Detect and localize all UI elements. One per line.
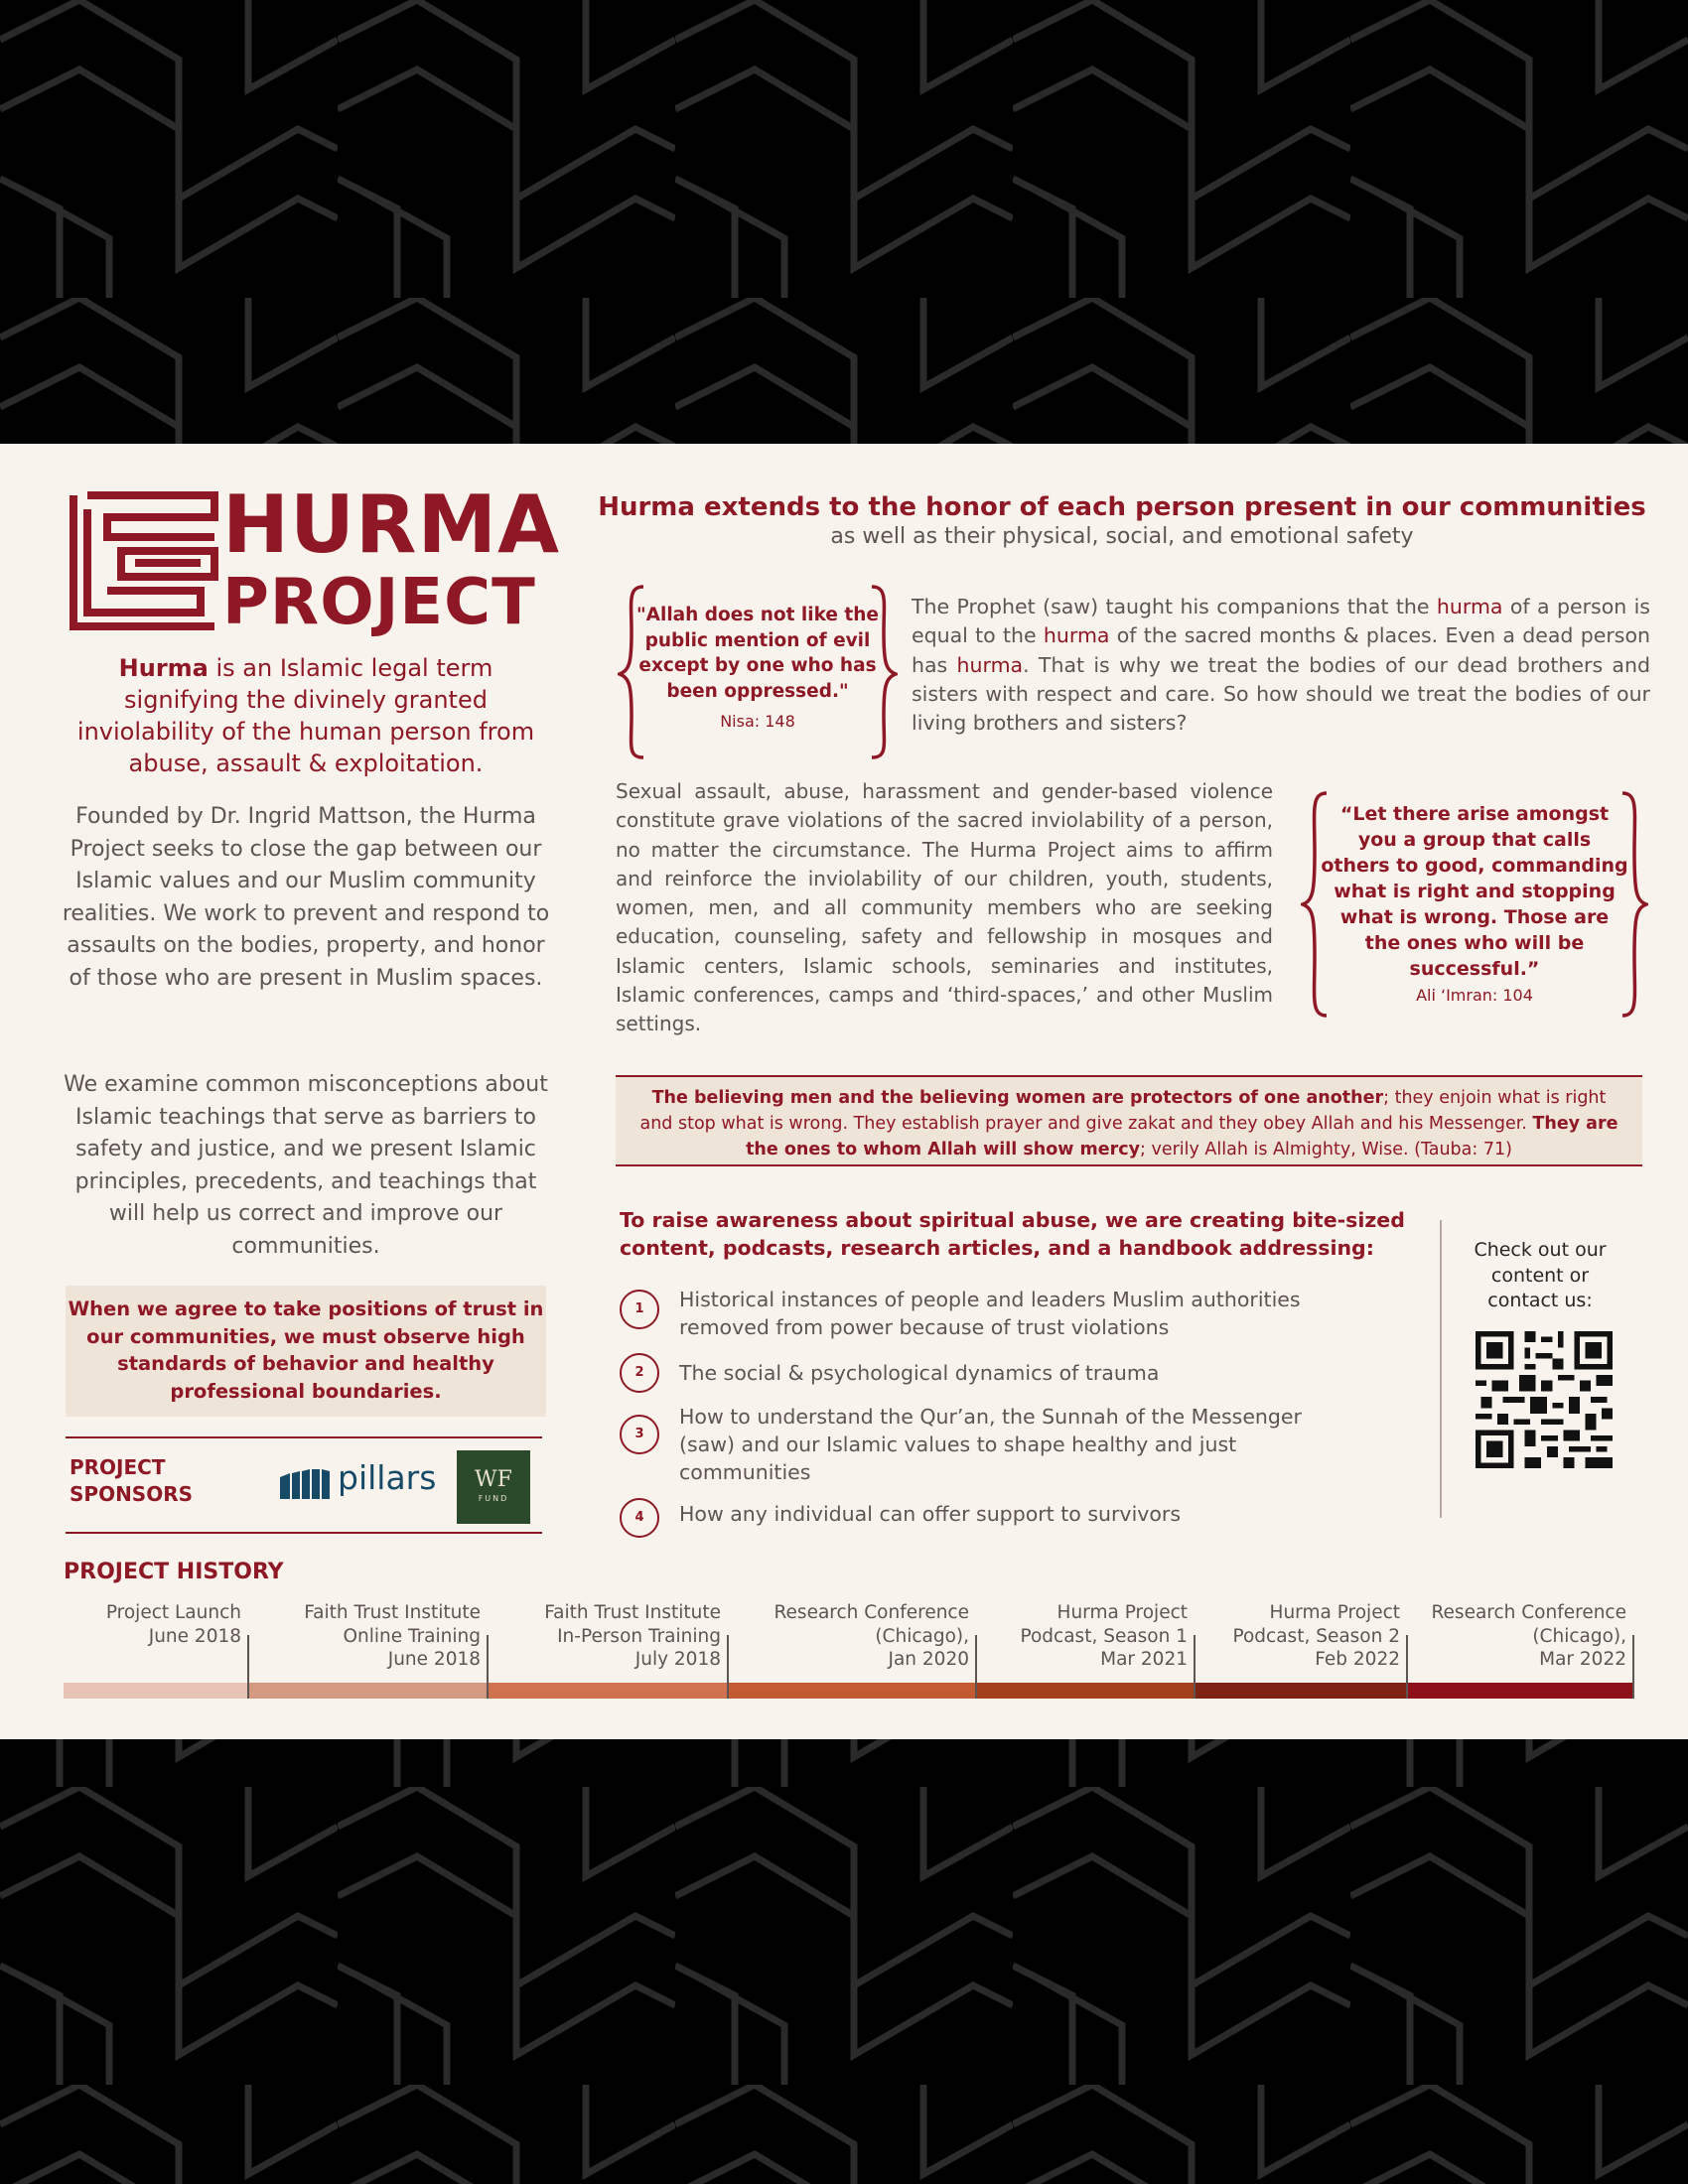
timeline-event-line: In-Person Training <box>557 1625 721 1647</box>
timeline-event-line: Research Conference <box>774 1602 969 1623</box>
timeline-event-line: Podcast, Season 2 <box>1232 1625 1400 1647</box>
logo-hurma-text: HURMA <box>222 478 561 571</box>
sponsors-bottom-rule <box>66 1532 542 1534</box>
tauba-bold-2: They are the ones to whom Allah will show mercy <box>746 1114 1618 1160</box>
sexual-assault-paragraph: Sexual assault, abuse, harassment and gender-based violence constitute grave violations of the sacred inviolability of a person, no matter the circumstance. The Hurma Project aims to affirm and reinforce the inviolability of our children, youth, students, women, men, and all community members who are seeking education, counseling, safety and fellowship in mosques and Islamic centers, Islamic schools, seminaries and institutes, Islamic conferences, camps and ‘third-spaces,’ and other Muslim settings. <box>616 779 1273 1036</box>
hurma-highlight-1: hurma <box>1436 595 1503 618</box>
timeline-event-line: July 2018 <box>634 1649 721 1670</box>
timeline-segment <box>1408 1683 1634 1699</box>
project-history-title: PROJECT HISTORY <box>64 1560 284 1584</box>
hurma-definition-text: is an Islamic legal term signifying the divinely granted inviolability of the human person from abuse, assault & exploitation. <box>76 654 535 777</box>
timeline-tick <box>1632 1635 1634 1699</box>
tauba-bottom-rule <box>616 1164 1642 1166</box>
tauba-bold-1: The believing men and the believing women are protectors of one another <box>651 1088 1384 1108</box>
timeline-event-label <box>1160 1601 1400 1672</box>
contact-text: Check out our content or contact us: <box>1474 1239 1607 1311</box>
hurma-highlight-3: hurma <box>956 652 1024 677</box>
timeline-event-line: Hurma Project <box>1056 1602 1188 1623</box>
timeline-segment <box>1196 1683 1408 1699</box>
info-panel <box>0 444 1688 1739</box>
wf-logo-text: WF <box>475 1467 512 1492</box>
quote1-citation: Nisa: 148 <box>720 712 795 731</box>
sponsors-top-rule <box>66 1436 542 1438</box>
timeline-event-line: Mar 2021 <box>1100 1649 1188 1670</box>
quote2-text: “Let there arise amongst you a group that calls others to good, commanding what is right and stopping what is wrong. Those are the ones who will be successful.” <box>1321 803 1628 980</box>
timeline-event-line: Faith Trust Institute <box>544 1602 721 1623</box>
tauba-text-1: ; they enjoin what is right and stop what is wrong. They establish prayer and give zakat and they obey Allah and his Messenger. <box>639 1088 1607 1134</box>
sponsors-label-line1: PROJECT <box>70 1455 166 1479</box>
contact-divider <box>1440 1220 1442 1518</box>
list-item-3: How to understand the Qur’an, the Sunnah of the Messenger (saw) and our Islamic values to shape healthy and just communities <box>679 1405 1302 1484</box>
list-number-2: 2 <box>620 1353 659 1393</box>
awareness-intro: To raise awareness about spiritual abuse, we are creating bite-sized content, podcasts, research articles, and a handbook addressing: <box>620 1208 1405 1260</box>
prophet-text-1: The Prophet (saw) taught his companions that the <box>912 595 1437 618</box>
timeline-event-line: Project Launch <box>105 1602 241 1623</box>
timeline-event-label <box>1 1601 241 1648</box>
examine-paragraph: We examine common misconceptions about Islamic teachings that serve as barriers to safety and justice, and we present Islamic principles, precedents, and teachings that will help us correct and improve our communities. <box>64 1072 548 1259</box>
sponsors-label-line2: SPONSORS <box>70 1482 194 1506</box>
timeline-event-line: Feb 2022 <box>1315 1649 1400 1670</box>
prophet-paragraph <box>912 593 1650 738</box>
timeline-event-label <box>1386 1601 1626 1672</box>
timeline-event-line: Online Training <box>343 1625 481 1647</box>
sponsors-label <box>70 1454 193 1508</box>
timeline-event-line: June 2018 <box>148 1625 241 1647</box>
hurma-definition <box>62 652 550 779</box>
hurma-term: Hurma <box>118 654 209 682</box>
prophet-text-4: . That is why we treat the bodies of our dead brothers and sisters with respect and care. So how should we treat the bodies of our living brothers and sisters? <box>912 652 1650 736</box>
timeline-event-label <box>947 1601 1188 1672</box>
timeline-event-label <box>481 1601 721 1672</box>
logo-project-text: PROJECT <box>222 566 536 639</box>
main-heading: Hurma extends to the honor of each person present in our communities <box>598 492 1646 522</box>
timeline-segment <box>64 1683 249 1699</box>
kufic-logo-icon <box>70 491 218 630</box>
list-item-2: The social & psychological dynamics of trauma <box>679 1361 1160 1385</box>
trust-callout-text: When we agree to take positions of trust in our communities, we must observe high standards of behavior and healthy professional boundaries. <box>68 1297 544 1403</box>
list-number-4: 4 <box>620 1498 659 1538</box>
timeline-event-line: Mar 2022 <box>1539 1649 1626 1670</box>
timeline-event-line: Jan 2020 <box>888 1649 969 1670</box>
timeline-event-label <box>240 1601 481 1672</box>
timeline-event-line: Research Conference <box>1431 1602 1626 1623</box>
list-number-1: 1 <box>620 1290 659 1329</box>
quote2-citation: Ali ‘Imran: 104 <box>1416 986 1533 1005</box>
timeline-event-line: Podcast, Season 1 <box>1020 1625 1188 1647</box>
list-item-4: How any individual can offer support to survivors <box>679 1502 1182 1526</box>
list-number-3: 3 <box>620 1415 659 1454</box>
main-subheading: as well as their physical, social, and emotional safety <box>830 524 1414 549</box>
founded-paragraph: Founded by Dr. Ingrid Mattson, the Hurma Project seeks to close the gap between our Islamic values and our Muslim community realities. We work to prevent and respond to assaults on the bodies, property, and honor of those who are present in Muslim spaces. <box>62 804 550 991</box>
timeline-event-line: Hurma Project <box>1269 1602 1400 1623</box>
timeline-segment <box>977 1683 1196 1699</box>
timeline-segment <box>249 1683 489 1699</box>
list-item-1: Historical instances of people and leaders Muslim authorities removed from power because of trust violations <box>679 1288 1301 1339</box>
timeline-segment <box>729 1683 977 1699</box>
prophet-text-3: of the sacred months & places. Even a dead person has <box>912 623 1650 677</box>
tauba-verse-text <box>635 1085 1622 1162</box>
wf-logo-subtext: FUND <box>478 1494 509 1503</box>
timeline-event-label <box>729 1601 969 1672</box>
quote1-text: "Allah does not like the public mention of evil except by one who has been oppressed." <box>636 605 879 702</box>
hurma-highlight-2: hurma <box>1043 623 1110 648</box>
timeline-event-line: Faith Trust Institute <box>304 1602 481 1623</box>
prophet-text-2: of a person is equal to the <box>912 595 1650 648</box>
tauba-text-2: ; verily Allah is Almighty, Wise. (Tauba: 71) <box>1140 1140 1512 1160</box>
timeline-event-line: June 2018 <box>387 1649 481 1670</box>
pillars-logo-text: pillars <box>338 1458 437 1497</box>
timeline-event-line: (Chicago), <box>875 1625 969 1647</box>
timeline-event-line: (Chicago), <box>1532 1625 1626 1647</box>
pillars-logo-icon <box>280 1469 330 1499</box>
timeline-segment <box>489 1683 729 1699</box>
qr-code-icon[interactable] <box>1476 1331 1613 1468</box>
